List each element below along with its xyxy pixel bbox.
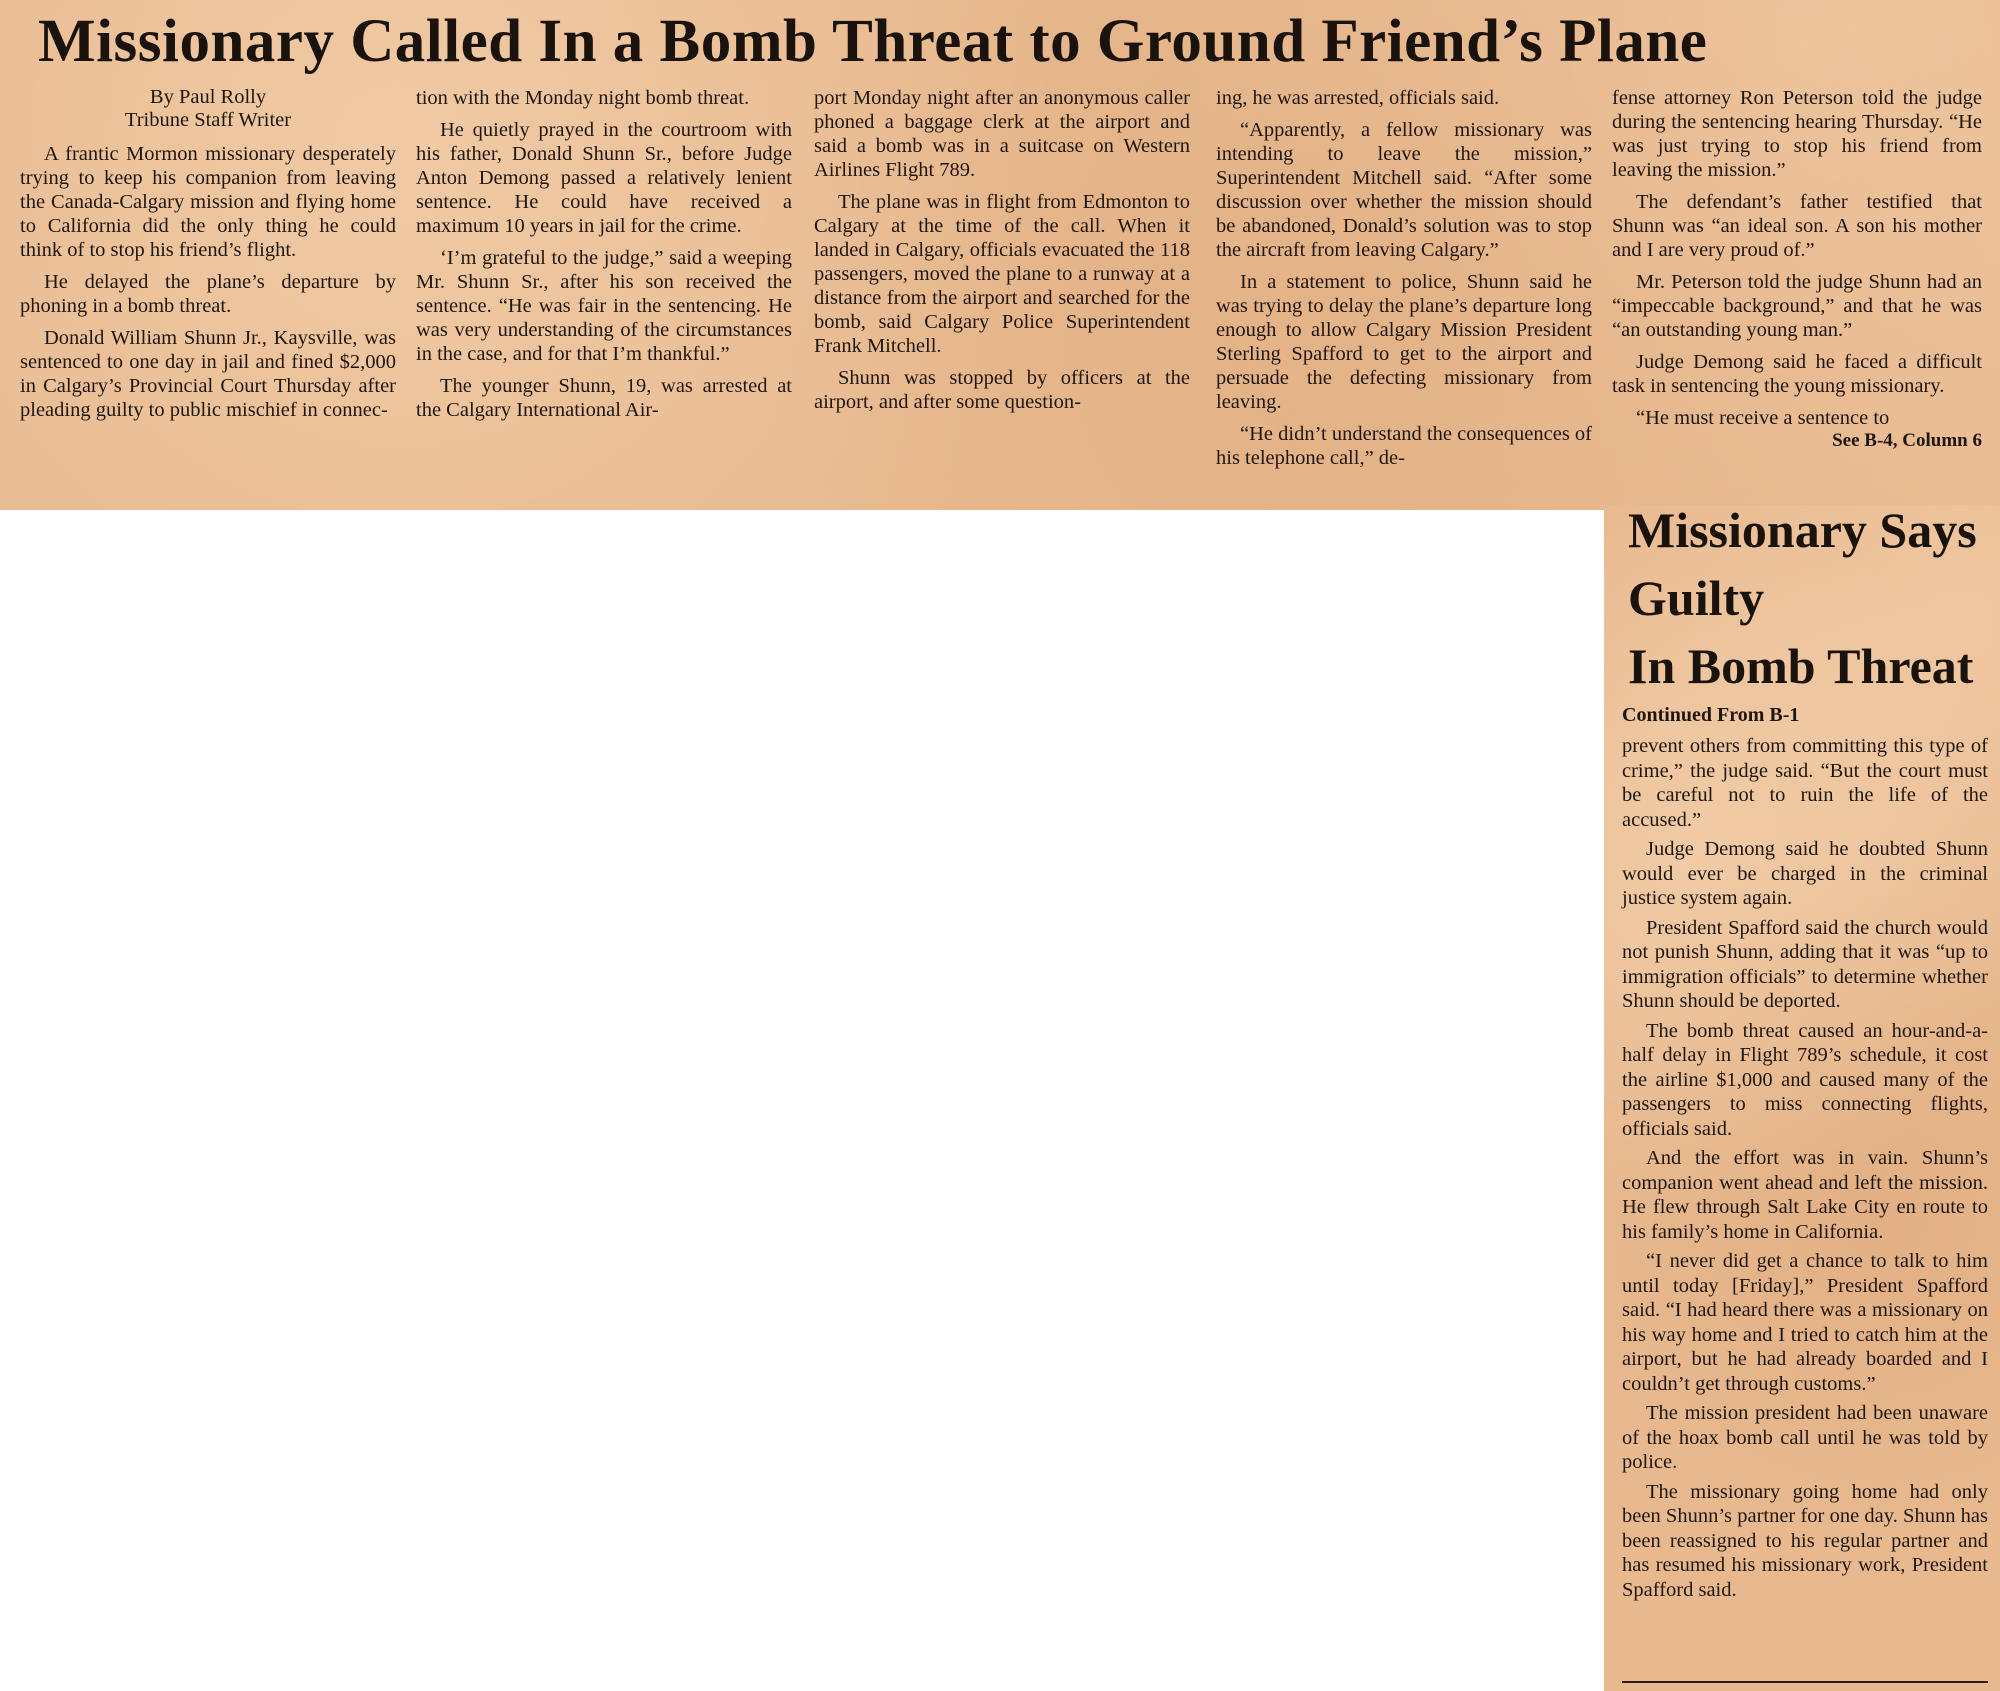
continuation-headline-line: In Bomb Threat [1628, 638, 1974, 694]
paragraph: And the effort was in vain. Shunn’s companion went ahead and left the mission. He flew through Salt Lake City en route to his family’s home in California. [1622, 1147, 1988, 1243]
article-column-4 [1216, 86, 1592, 478]
article-column-3 [814, 86, 1190, 422]
paragraph: The plane was in flight from Edmonton to Calgary at the time of the call. When it landed in Calgary, officials evacuated the 118 passengers, moved the plane to a runway at a distance from the airport and searched for the bomb, said Calgary Police Superintendent Frank Mitchell. [814, 191, 1190, 357]
main-article-clipping [0, 0, 2000, 510]
paragraph: “He didn’t understand the consequences of his telephone call,” de- [1216, 423, 1592, 469]
paragraph: ing, he was arrested, officials said. [1216, 87, 1500, 109]
paragraph: “Apparently, a fellow missionary was intending to leave the mission,” Superintendent Mitchell said. “After some discussion over whether the mission should be abandoned, Donald’s solution was to stop the aircraft from leaving Calgary.” [1216, 119, 1592, 261]
jump-line: See B-4, Column 6 [1832, 430, 1982, 451]
article-column-5 [1612, 86, 1982, 452]
paragraph: President Spafford said the church would not punish Shunn, adding that it was “up to immigration officials” to determine whether Shunn should be deported. [1622, 916, 1988, 1012]
bottom-rule [1622, 1681, 1988, 1683]
paragraph: Donald William Shunn Jr., Kaysville, was sentenced to one day in jail and fined $2,000 in Calgary’s Provincial Court Thursday after pleading guilty to public mischief in connec- [20, 327, 396, 421]
paragraph: tion with the Monday night bomb threat. [416, 87, 750, 109]
continuation-headline-line: Guilty [1628, 570, 1765, 626]
article-column-2 [416, 86, 792, 430]
paragraph: A frantic Mormon missionary desperately trying to keep his companion from leaving the Canada-Calgary mission and flying home to California did the only thing he could think of to stop his friend’s flight. [20, 143, 396, 261]
article-column-1 [20, 86, 396, 430]
paragraph: “I never did get a chance to talk to him until today [Friday],” President Spafford said. “I had heard there was a missionary on his way home and I tried to catch him at the airport, but he had already boarded and I couldn’t get through customs.” [1622, 1250, 1988, 1395]
paragraph: port Monday night after an anonymous caller phoned a baggage clerk at the airport and said a bomb was in a suitcase on Western Airlines Flight 789. [814, 87, 1190, 181]
paragraph: Mr. Peterson told the judge Shunn had an “impeccable background,” and that he was “an outstanding young man.” [1612, 271, 1982, 341]
paragraph: He quietly prayed in the courtroom with his father, Donald Shunn Sr., before Judge Anton Demong passed a relatively lenient sentence. He could have received a maximum 10 years in jail for the crime. [416, 119, 792, 237]
byline [20, 86, 396, 132]
paragraph: The bomb threat caused an hour-and-a-half delay in Flight 789’s schedule, it cost the airline $1,000 and caused many of the passengers to miss connecting flights, officials said. [1622, 1019, 1988, 1140]
continued-from-label: Continued From B-1 [1622, 704, 1800, 726]
paragraph: prevent others from committing this type of crime,” the judge said. “But the court must be careful not to ruin the life of the accused.” [1622, 735, 1988, 831]
paragraph: Shunn was stopped by officers at the airport, and after some question- [814, 367, 1190, 413]
paragraph: He delayed the plane’s departure by phoning in a bomb threat. [20, 271, 396, 317]
paragraph: In a statement to police, Shunn said he was trying to delay the plane’s departure long enough to allow Calgary Mission President Sterling Spafford to get to the airport and persuade the defecting missionary from leaving. [1216, 271, 1592, 413]
paragraph: The defendant’s father testified that Shunn was “an ideal son. A son his mother and I are very proud of.” [1612, 191, 1982, 261]
paragraph: ‘I’m grateful to the judge,” said a weeping Mr. Shunn Sr., after his son received the sentence. “He was fair in the sentencing. He was very understanding of the circumstances in the case, and for that I’m thankful.” [416, 247, 792, 365]
paragraph: Judge Demong said he faced a difficult task in sentencing the young missionary. [1612, 351, 1982, 397]
main-headline: Missionary Called In a Bomb Threat to Ground Friend’s Plane [38, 8, 1708, 75]
paragraph: fense attorney Ron Peterson told the judge during the sentencing hearing Thursday. “He was just trying to stop his friend from leaving the mission.” [1612, 87, 1982, 181]
paragraph: Judge Demong said he doubted Shunn would ever be charged in the criminal justice system again. [1622, 838, 1988, 909]
continuation-headline-line: Missionary Says [1628, 502, 1977, 558]
paragraph: “He must receive a sentence to [1636, 407, 1890, 429]
paragraph: The missionary going home had only been Shunn’s partner for one day. Shunn has been reassigned to his regular partner and has resumed his missionary work, President Spafford said. [1622, 1480, 1988, 1601]
continuation-column [1622, 734, 1988, 1607]
byline-role: Tribune Staff Writer [124, 109, 292, 131]
byline-author: By Paul Rolly [149, 86, 267, 108]
continuation-headline [1628, 496, 1988, 700]
paragraph: The younger Shunn, 19, was arrested at the Calgary International Air- [416, 375, 792, 421]
paragraph: The mission president had been unaware of the hoax bomb call until he was told by police. [1622, 1402, 1988, 1473]
